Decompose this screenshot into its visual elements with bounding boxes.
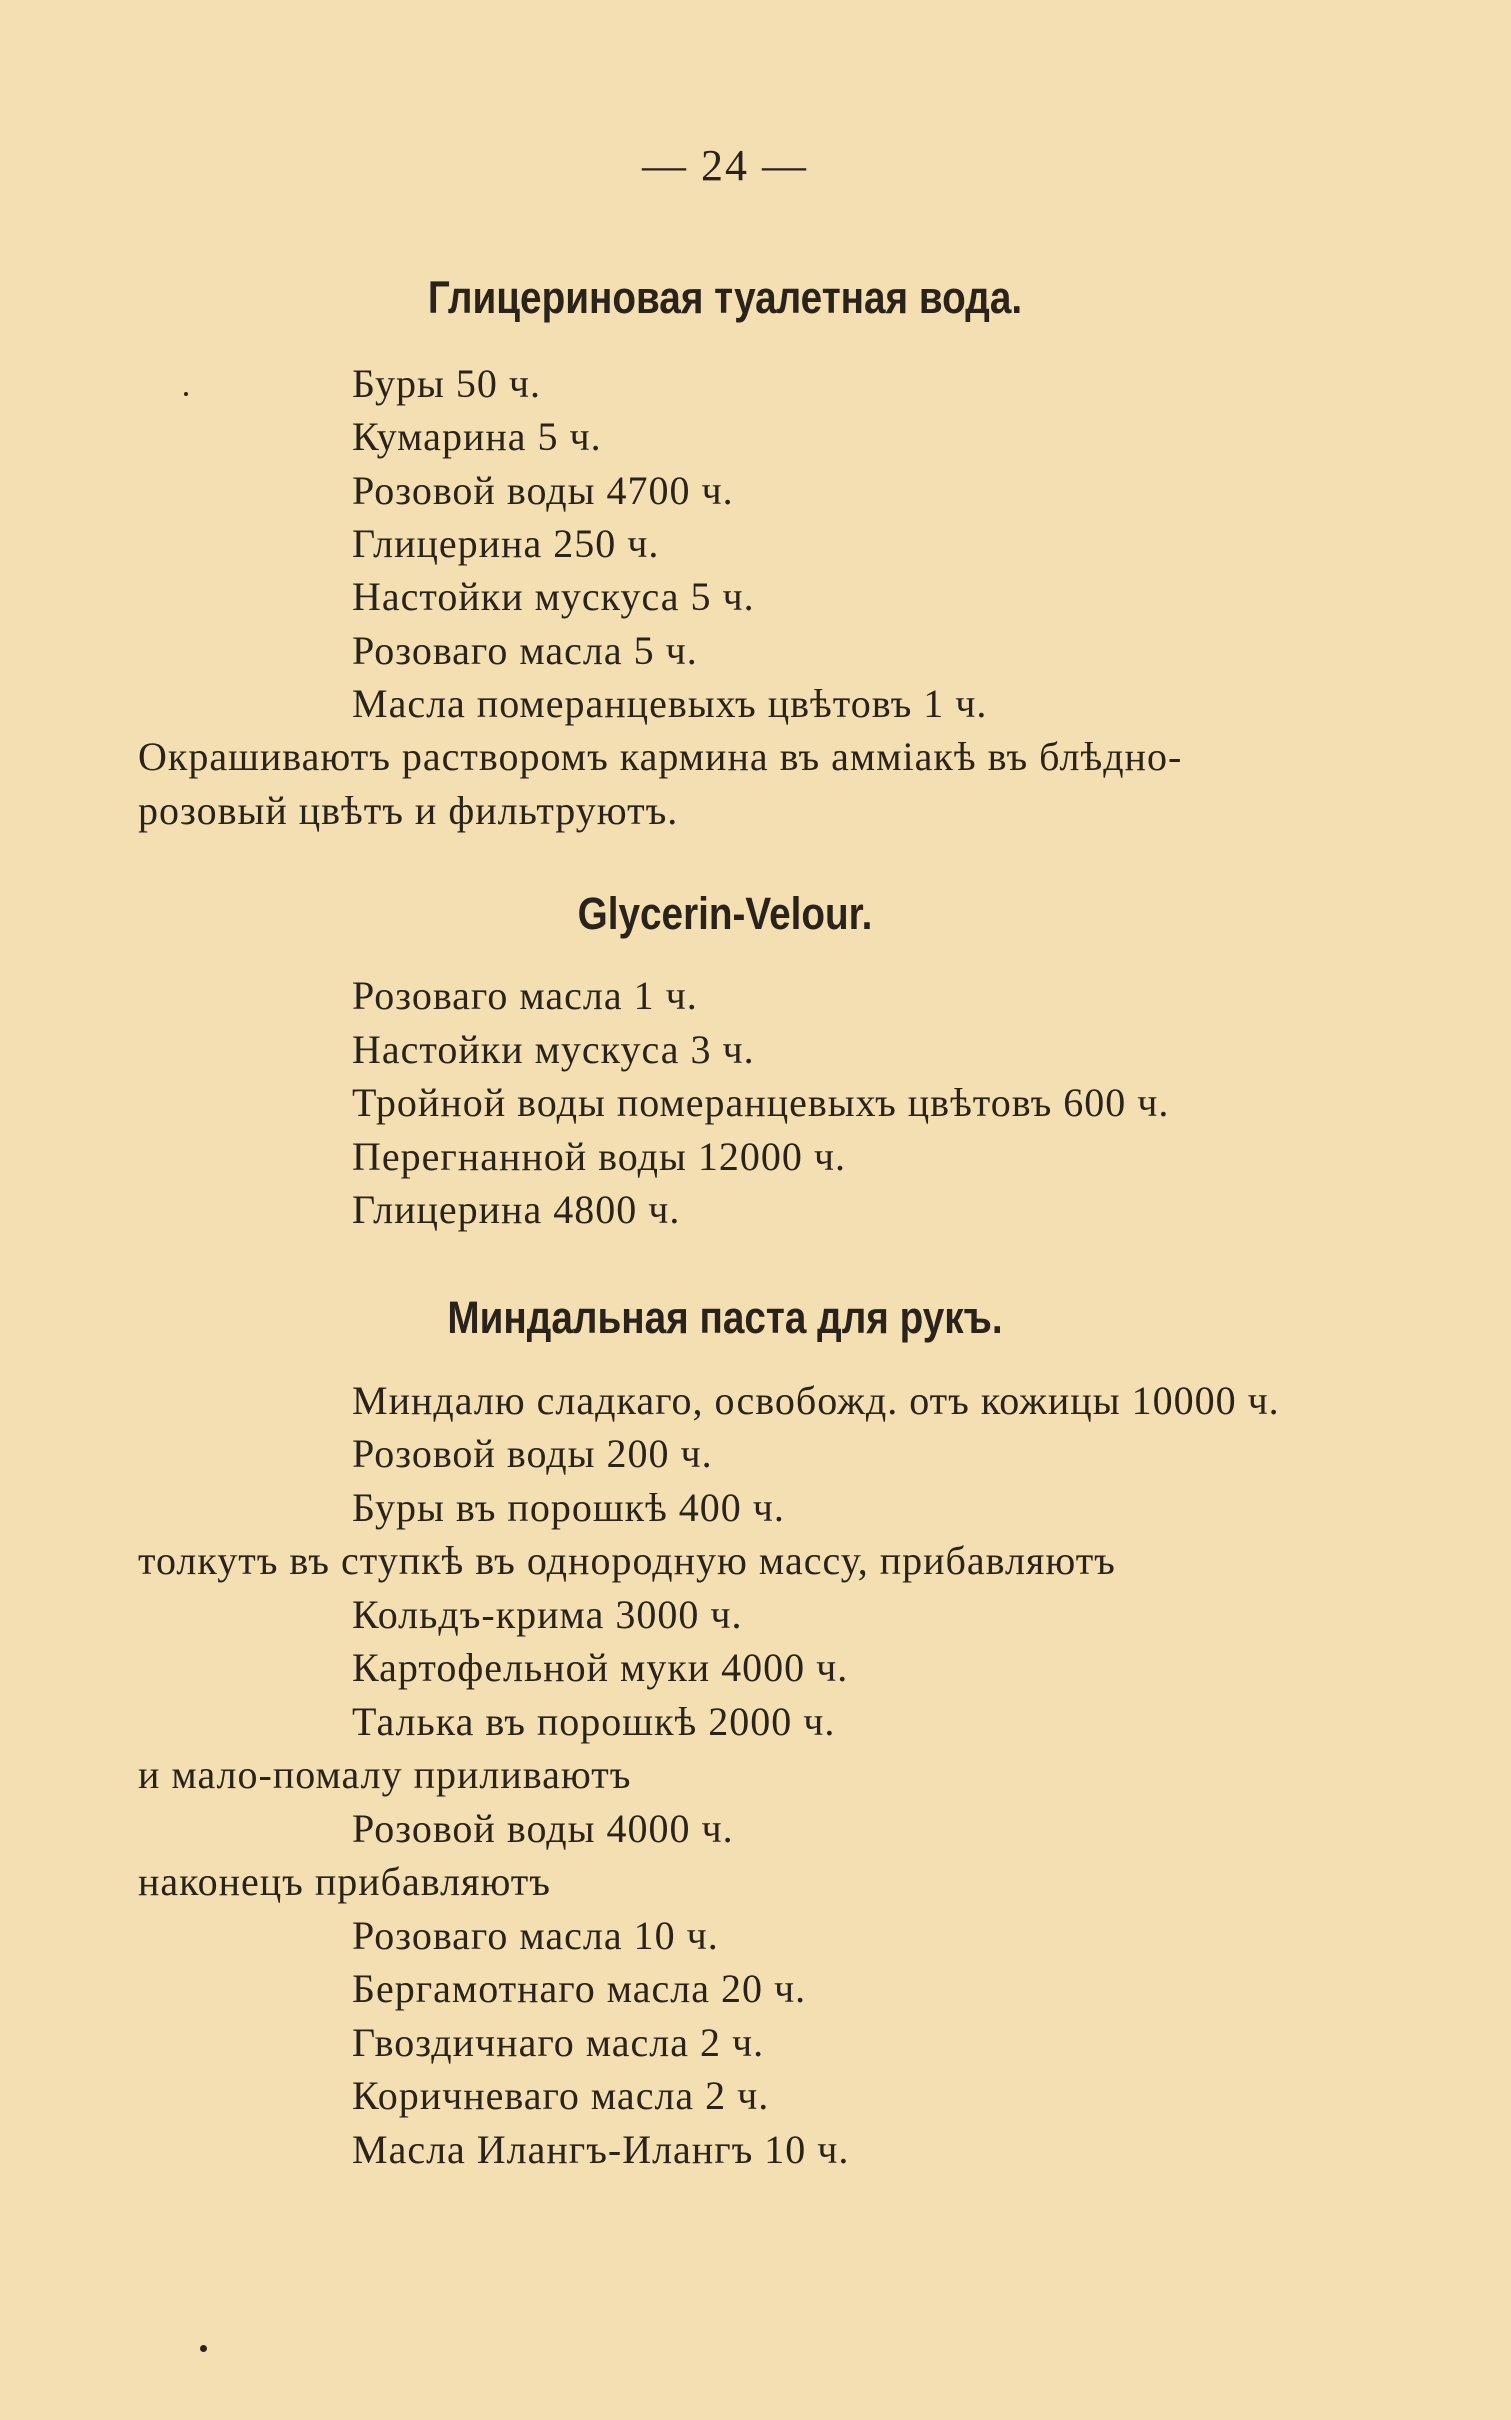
recipe-line: Буры въ порошкѣ 400 ч.	[352, 1485, 785, 1530]
section-title: Глицериновая туалетная вода.	[427, 272, 1023, 323]
recipe-line: Масла Илангъ-Илангъ 10 ч.	[352, 2127, 850, 2172]
instruction-text: толкутъ въ ступкѣ въ однородную массу, прибавляютъ	[138, 1538, 1116, 1583]
recipe-line: Миндалю сладкаго, освобожд. отъ кожицы 10000 ч.	[352, 1378, 1280, 1423]
paper-speck	[200, 2345, 207, 2352]
instruction-text: наконецъ прибавляютъ	[138, 1859, 551, 1904]
recipe-line: Кумарина 5 ч.	[352, 414, 602, 459]
recipe-line: Масла померанцевыхъ цвѣтовъ 1 ч.	[352, 681, 988, 726]
section-title: Glycerin-Velour.	[577, 888, 873, 939]
instruction-text: и мало-помалу приливаютъ	[138, 1752, 632, 1797]
recipe-line: Талька въ порошкѣ 2000 ч.	[352, 1699, 836, 1744]
recipe-line: Розовой воды 200 ч.	[352, 1431, 713, 1476]
recipe-line: Тройной воды померанцевыхъ цвѣтовъ 600 ч.	[352, 1080, 1170, 1125]
recipe-line: Розовой воды 4700 ч.	[352, 468, 734, 513]
instruction-text: розовый цвѣтъ и фильтруютъ.	[138, 788, 679, 833]
recipe-line: Кольдъ-крима 3000 ч.	[352, 1592, 743, 1637]
recipe-line: Коричневаго масла 2 ч.	[352, 2073, 770, 2118]
recipe-line: Розоваго масла 1 ч.	[352, 973, 698, 1018]
recipe-line: Настойки мускуса 3 ч.	[352, 1027, 755, 1072]
recipe-line: Розовой воды 4000 ч.	[352, 1806, 734, 1851]
paper-speck	[184, 392, 188, 396]
recipe-line: Буры 50 ч.	[352, 361, 541, 406]
instruction-text: Окрашиваютъ растворомъ кармина въ амміакѣ въ блѣдно-	[138, 734, 1183, 779]
recipe-line: Бергамотнаго масла 20 ч.	[352, 1966, 807, 2011]
recipe-line: Розоваго масла 5 ч.	[352, 628, 698, 673]
recipe-line: Картофельной муки 4000 ч.	[352, 1645, 849, 1690]
recipe-line: Глицерина 250 ч.	[352, 521, 660, 566]
page-number: — 24 —	[642, 141, 808, 190]
section-title: Миндальная паста для рукъ.	[447, 1292, 1003, 1343]
recipe-line: Гвоздичнаго масла 2 ч.	[352, 2020, 765, 2065]
recipe-line: Глицерина 4800 ч.	[352, 1187, 681, 1232]
recipe-line: Розоваго масла 10 ч.	[352, 1913, 719, 1958]
recipe-line: Настойки мускуса 5 ч.	[352, 574, 755, 619]
recipe-line: Перегнанной воды 12000 ч.	[352, 1134, 846, 1179]
